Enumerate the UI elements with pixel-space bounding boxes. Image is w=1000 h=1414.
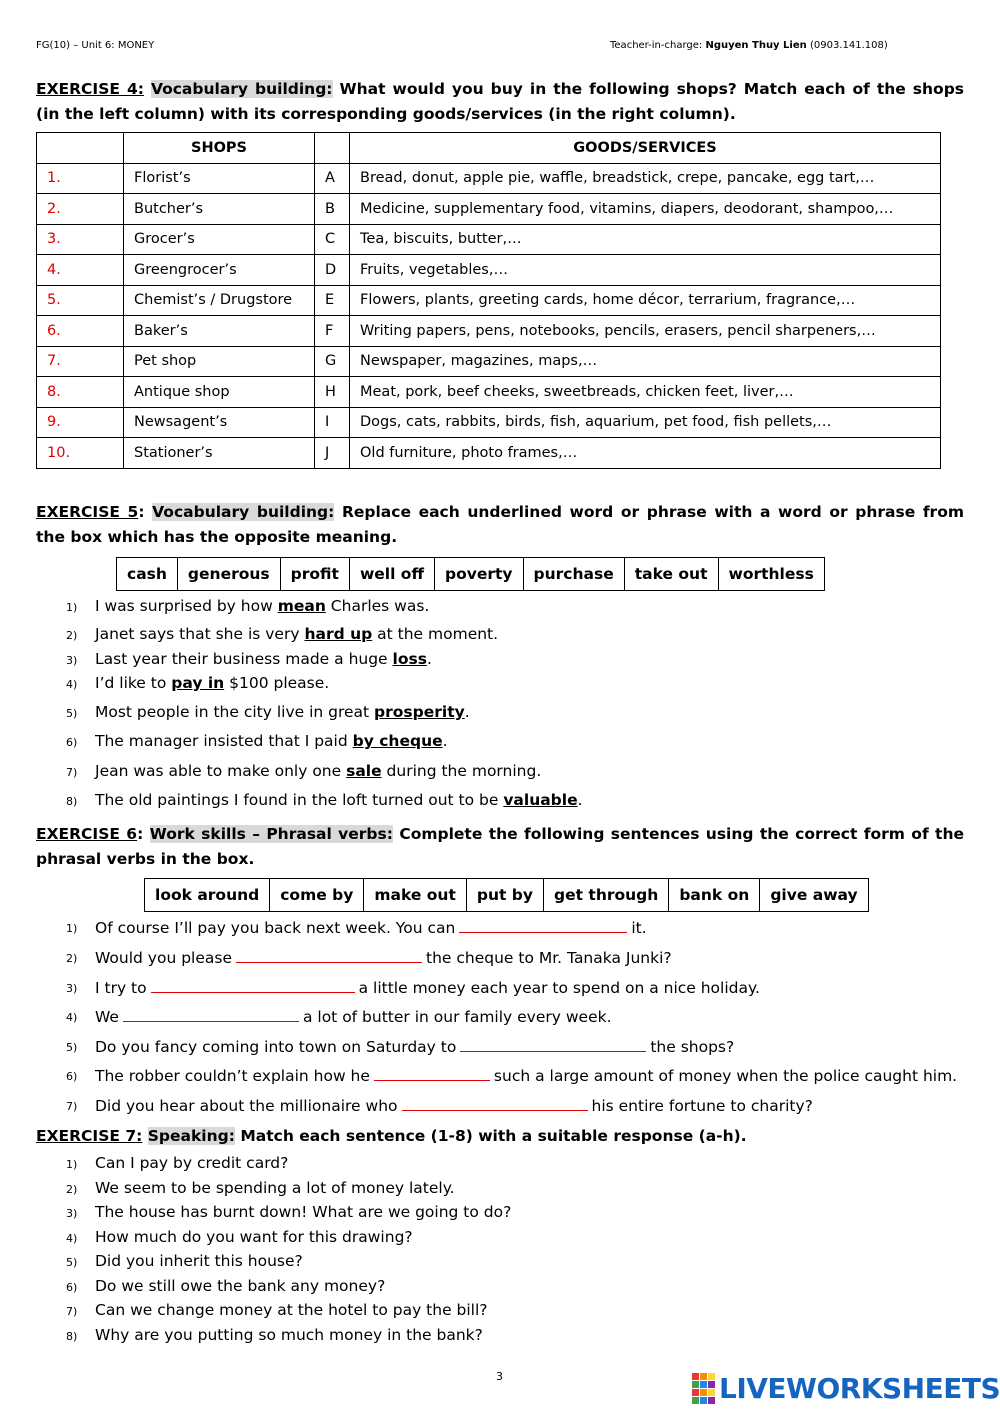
logo-text: LIVEWORKSHEETS	[719, 1372, 1000, 1405]
word-box-row	[145, 879, 869, 912]
word-box-item: come by	[270, 879, 364, 912]
logo-square	[700, 1381, 707, 1388]
item-text-before: Janet says that she is very	[95, 625, 305, 643]
list-item	[36, 674, 329, 692]
logo-square	[708, 1397, 715, 1404]
goods-letter: E	[315, 285, 350, 316]
exercise-4-topic: Vocabulary building:	[150, 80, 333, 98]
item-text-before: We	[95, 1008, 119, 1026]
item-text-after: such a large amount of money when the police caught him.	[493, 1067, 958, 1085]
shop-name: Stationer’s	[124, 438, 315, 469]
exercise-5-number: EXERCISE 5	[36, 503, 139, 521]
answer-blank-input[interactable]	[459, 918, 627, 933]
word-box-item: well off	[349, 558, 434, 591]
shop-name: Butcher’s	[124, 194, 315, 225]
exercise-6-topic: Work skills – Phrasal verbs:	[149, 825, 393, 843]
item-number: 4)	[66, 1011, 78, 1024]
list-item	[36, 1203, 511, 1221]
list-item	[36, 791, 583, 809]
row-number: 2.	[37, 194, 124, 225]
list-item	[36, 1007, 612, 1026]
row-number: 8.	[37, 377, 124, 408]
item-number: 4)	[66, 678, 78, 691]
goods-description: Writing papers, pens, notebooks, pencils, erasers, pencil sharpeners,…	[350, 316, 941, 347]
goods-description: Meat, pork, beef cheeks, sweetbreads, chicken feet, liver,…	[350, 377, 941, 408]
item-text-after: $100 please.	[224, 674, 330, 692]
goods-letter: J	[315, 438, 350, 469]
item-text: Can we change money at the hotel to pay the bill?	[95, 1301, 488, 1319]
answer-blank-input[interactable]	[374, 1066, 490, 1081]
item-number: 2)	[66, 629, 78, 642]
answer-blank-input[interactable]	[236, 948, 422, 963]
item-text-before: Do you fancy coming into town on Saturday to	[95, 1038, 457, 1056]
item-text-before: Did you hear about the millionaire who	[95, 1097, 398, 1115]
item-number: 2)	[66, 1182, 78, 1196]
item-number: 3)	[66, 1207, 78, 1220]
underlined-key-word: mean	[277, 597, 326, 615]
row-number: 10.	[37, 438, 124, 469]
goods-description: Medicine, supplementary food, vitamins, diapers, deodorant, shampoo,…	[350, 194, 941, 225]
item-text-before: The old paintings I found in the loft turned out to be	[95, 791, 504, 809]
list-item	[36, 1277, 385, 1295]
shop-name: Florist’s	[124, 163, 315, 194]
item-number: 1)	[66, 1158, 78, 1171]
item-number: 1)	[66, 922, 78, 935]
word-box-item: profit	[280, 558, 349, 591]
exercise-4-number: EXERCISE 4:	[36, 80, 144, 98]
row-number: 7.	[37, 346, 124, 377]
exercise-4-instructions: What would you buy in the following shops? Match each of the shops (in the left column) with its corresponding goods/services (in the right column).	[36, 80, 965, 123]
exercise-7-heading	[36, 1124, 964, 1149]
teacher-phone: (0903.141.108)	[809, 40, 888, 51]
list-item	[36, 650, 432, 668]
exercise-7-number: EXERCISE 7:	[36, 1127, 143, 1145]
list-item	[36, 732, 448, 750]
item-text-after: the cheque to Mr. Tanaka Junki?	[426, 949, 672, 967]
shop-name: Baker’s	[124, 316, 315, 347]
page-header-left: FG(10) – Unit 6: MONEY	[36, 40, 155, 51]
word-box-item: generous	[177, 558, 280, 591]
row-number: 5.	[37, 285, 124, 316]
goods-description: Dogs, cats, rabbits, birds, fish, aquarium, pet food, fish pellets,…	[350, 407, 941, 438]
goods-description: Fruits, vegetables,…	[350, 255, 941, 286]
item-text-before: Jean was able to make only one	[95, 762, 347, 780]
logo-square	[692, 1389, 699, 1396]
logo-square	[708, 1373, 715, 1380]
item-text-after: .	[426, 650, 432, 668]
table-header-num	[37, 133, 124, 164]
shop-name: Newsagent’s	[124, 407, 315, 438]
item-text-after: .	[464, 703, 470, 721]
goods-description: Bread, donut, apple pie, waffle, breadstick, crepe, pancake, egg tart,…	[350, 163, 941, 194]
item-text-before: The manager insisted that I paid	[95, 732, 353, 750]
goods-letter: G	[315, 346, 350, 377]
answer-blank-input[interactable]	[460, 1037, 646, 1052]
item-number: 7)	[66, 1100, 78, 1113]
list-item	[36, 1154, 288, 1172]
table-row	[37, 316, 941, 347]
goods-description: Flowers, plants, greeting cards, home décor, terrarium, fragrance,…	[350, 285, 941, 316]
item-number: 5)	[66, 707, 78, 720]
word-box-item: bank on	[669, 879, 760, 912]
liveworksheets-logo[interactable]	[692, 1372, 1000, 1405]
list-item	[36, 762, 541, 780]
item-text: How much do you want for this drawing?	[95, 1227, 413, 1246]
item-number: 8)	[66, 1329, 78, 1343]
item-text-before: Last year their business made a huge	[95, 650, 393, 668]
table-row	[37, 377, 941, 408]
word-box-item: poverty	[435, 558, 524, 591]
word-box-item: worthless	[718, 558, 824, 591]
item-text: The house has burnt down! What are we going to do?	[95, 1203, 512, 1221]
word-box-item: take out	[624, 558, 718, 591]
exercise-4-heading	[36, 77, 964, 127]
list-item	[36, 703, 470, 721]
item-number: 4)	[66, 1231, 78, 1245]
exercise-7-topic: Speaking:	[147, 1127, 235, 1145]
table-row	[37, 438, 941, 469]
logo-square	[708, 1381, 715, 1388]
list-item	[36, 1252, 303, 1270]
teacher-name: Nguyen Thuy Lien	[705, 40, 807, 51]
shop-name: Greengrocer’s	[124, 255, 315, 286]
item-number: 7)	[66, 766, 78, 779]
item-number: 7)	[66, 1305, 78, 1318]
item-text-before: I try to	[95, 979, 147, 997]
table-row	[37, 346, 941, 377]
goods-letter: C	[315, 224, 350, 255]
list-item	[36, 1228, 413, 1246]
list-item	[36, 1301, 488, 1319]
item-text-after: it.	[631, 919, 647, 937]
logo-square	[708, 1389, 715, 1396]
item-number: 2)	[66, 952, 78, 965]
item-number: 3)	[66, 982, 78, 995]
shop-name: Grocer’s	[124, 224, 315, 255]
logo-square	[700, 1389, 707, 1396]
item-text-before: Would you please	[95, 949, 232, 967]
list-item	[36, 1179, 455, 1197]
item-text-after: Charles was.	[325, 597, 430, 615]
word-box-row	[117, 558, 825, 591]
item-text-before: The robber couldn’t explain how he	[95, 1067, 370, 1085]
item-number: 6)	[66, 1070, 78, 1083]
word-box-item: give away	[760, 879, 868, 912]
item-number: 6)	[66, 1280, 78, 1294]
word-box-item: look around	[145, 879, 270, 912]
teacher-label: Teacher-in-charge:	[610, 40, 703, 51]
item-text: Did you inherit this house?	[95, 1252, 303, 1270]
logo-square	[700, 1373, 707, 1380]
underlined-key-word: pay in	[171, 674, 225, 692]
answer-blank-input[interactable]	[151, 978, 355, 993]
item-text: Why are you putting so much money in the bank?	[95, 1325, 483, 1344]
shop-name: Antique shop	[124, 377, 315, 408]
item-number: 5)	[66, 1041, 78, 1054]
word-box-item: get through	[544, 879, 669, 912]
underlined-key-word: prosperity	[374, 703, 465, 721]
underlined-key-word: valuable	[503, 791, 578, 809]
goods-letter: B	[315, 194, 350, 225]
list-item	[36, 918, 647, 937]
item-text-after: his entire fortune to charity?	[591, 1097, 813, 1115]
item-text-after: .	[577, 791, 583, 809]
list-item	[36, 948, 672, 967]
list-item	[36, 978, 760, 997]
item-text: Do we still owe the bank any money?	[95, 1276, 386, 1295]
word-box-item: purchase	[523, 558, 624, 591]
item-number: 1)	[66, 601, 78, 614]
item-text: Can I pay by credit card?	[95, 1154, 289, 1172]
exercise-6-word-box	[144, 878, 869, 912]
word-box-item: put by	[466, 879, 543, 912]
table-body	[37, 163, 941, 468]
exercise-5-topic: Vocabulary building:	[152, 503, 335, 521]
logo-square	[692, 1373, 699, 1380]
item-number: 6)	[66, 736, 78, 749]
item-text-after: a little money each year to spend on a nice holiday.	[358, 979, 760, 997]
item-text-before: Of course I’ll pay you back next week. You can	[95, 919, 456, 937]
item-text: We seem to be spending a lot of money lately.	[95, 1178, 455, 1197]
goods-letter: A	[315, 163, 350, 194]
exercise-6-number: EXERCISE 6	[36, 825, 138, 843]
goods-letter: F	[315, 316, 350, 347]
table-header-goods: GOODS/SERVICES	[350, 133, 941, 164]
list-item	[36, 1037, 734, 1056]
table-header-row	[37, 133, 941, 164]
item-text-after: a lot of butter in our family every week.	[302, 1008, 612, 1026]
goods-letter: D	[315, 255, 350, 286]
goods-description: Newspaper, magazines, maps,…	[350, 346, 941, 377]
goods-description: Old furniture, photo frames,…	[350, 438, 941, 469]
exercise-6-colon: :	[137, 825, 144, 843]
goods-letter: H	[315, 377, 350, 408]
item-text-after: at the moment.	[372, 625, 499, 643]
answer-blank-input[interactable]	[402, 1096, 588, 1111]
goods-description: Tea, biscuits, butter,…	[350, 224, 941, 255]
list-item	[36, 597, 429, 615]
item-text-before: Most people in the city live in great	[95, 703, 375, 721]
table-row	[37, 407, 941, 438]
item-text-after: the shops?	[650, 1038, 735, 1056]
goods-letter: I	[315, 407, 350, 438]
item-number: 3)	[66, 654, 78, 667]
row-number: 9.	[37, 407, 124, 438]
exercise-5-heading	[36, 500, 964, 550]
row-number: 6.	[37, 316, 124, 347]
row-number: 4.	[37, 255, 124, 286]
table-row	[37, 285, 941, 316]
item-text-before: I was surprised by how	[95, 597, 278, 615]
underlined-key-word: sale	[346, 762, 382, 780]
underlined-key-word: by cheque	[352, 732, 443, 750]
logo-square	[700, 1397, 707, 1404]
list-item	[36, 1096, 813, 1115]
shop-name: Pet shop	[124, 346, 315, 377]
exercise-6-instructions: Complete the following sentences using the correct form of the phrasal verbs in the box.	[36, 825, 964, 868]
underlined-key-word: hard up	[304, 625, 373, 643]
list-item	[36, 1066, 957, 1085]
shops-goods-table	[36, 132, 941, 469]
word-box-item: cash	[117, 558, 178, 591]
item-number: 5)	[66, 1256, 78, 1269]
logo-icon	[692, 1373, 715, 1404]
table-row	[37, 255, 941, 286]
shop-name: Chemist’s / Drugstore	[124, 285, 315, 316]
table-header-letter	[315, 133, 350, 164]
list-item	[36, 1326, 483, 1344]
table-row	[37, 163, 941, 194]
logo-square	[692, 1381, 699, 1388]
answer-blank-input[interactable]	[123, 1007, 299, 1022]
table-row	[37, 224, 941, 255]
page-number: 3	[496, 1370, 503, 1383]
item-text-before: I’d like to	[95, 674, 172, 692]
item-number: 8)	[66, 795, 78, 808]
exercise-7-instructions: Match each sentence (1-8) with a suitable response (a-h).	[240, 1127, 747, 1145]
table-header-shops: SHOPS	[124, 133, 315, 164]
list-item	[36, 625, 498, 643]
logo-square	[692, 1397, 699, 1404]
item-text-after: during the morning.	[381, 762, 542, 780]
row-number: 1.	[37, 163, 124, 194]
exercise-5-word-box	[116, 557, 825, 591]
item-text-after: .	[442, 732, 448, 750]
table-row	[37, 194, 941, 225]
exercise-6-heading	[36, 822, 964, 872]
row-number: 3.	[37, 224, 124, 255]
word-box-item: make out	[364, 879, 467, 912]
exercise-5-instructions: Replace each underlined word or phrase with a word or phrase from the box which has the opposite meaning.	[36, 503, 965, 546]
underlined-key-word: loss	[392, 650, 427, 668]
page-header-right	[610, 40, 888, 51]
exercise-5-colon: :	[138, 503, 145, 521]
